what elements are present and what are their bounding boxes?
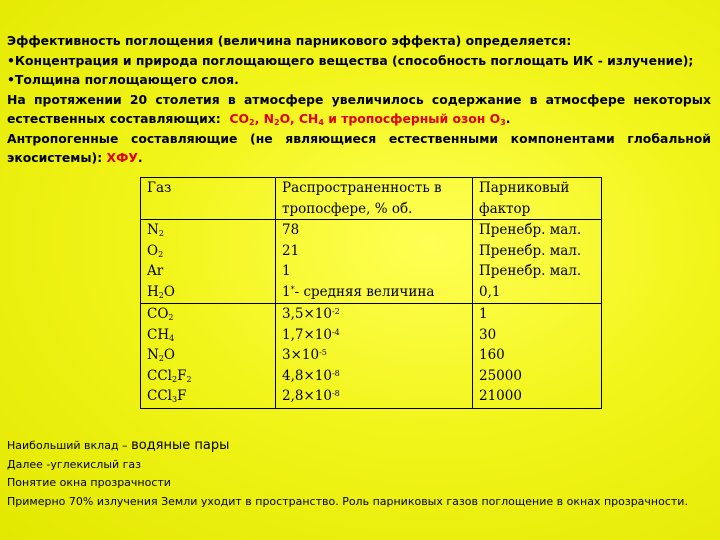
header-gas: Газ <box>141 178 276 220</box>
factor-cell: Пренебр. мал. Пренебр. мал. Пренебр. мал. 0,1 <box>473 220 602 304</box>
intro-bullet: •Концентрация и природа поглощающего вещества (способность поглощать ИК - излучение); <box>7 52 694 68</box>
intro-text-span: Антропогенные составляющие (не являющиеся естественными компонентами глобальной экосистемы): <box>7 130 711 165</box>
header-factor: Парниковый фактор <box>473 178 602 220</box>
table-row-group2 <box>141 304 602 409</box>
note-line: Примерно 70% излучения Земли уходит в пространство. Роль парниковых газов поглощение в окнах прозрачности. <box>7 494 688 508</box>
factor-cell: 1 30 160 25000 21000 <box>473 304 602 409</box>
table-row-group1 <box>141 220 602 304</box>
abundance-cell: 78 21 1 1*- средняя величина <box>276 220 473 304</box>
header-abundance: Распространенность в тропосфере, % об. <box>276 178 473 220</box>
intro-text-span: На протяжении 20 столетия в атмосфере увеличилось содержание в атмосфере некоторых естественных составляющих: <box>7 91 711 126</box>
highlight-cfc: ХФУ <box>106 150 138 165</box>
intro-bullet: •Толщина поглощающего слоя. <box>7 72 239 87</box>
note-line: Понятие окна прозрачности <box>7 476 171 489</box>
intro-paragraph: Антропогенные составляющие (не являющиеся естественными компонентами глобальной экосистемы): ХФУ. <box>7 130 711 165</box>
table-header-row <box>141 178 602 220</box>
note-line: Наибольший вклад – водяные пары <box>7 438 230 453</box>
gas-cell: $N_2$ $O_2$ Ar $H_2O$ <box>141 220 276 304</box>
abundance-cell: $3,5\times 10^{-2}$ $1,7\times 10^{-4}$ $3\times 10^{-5}$ $4,8\times 10^{-8}$ $2,8\times 10^{-8}$ <box>276 304 473 409</box>
intro-paragraph: На протяжении 20 столетия в атмосфере увеличилось содержание в атмосфере некоторых естественных составляющих: $CO_2$, $N_2O$, $CH_4$ и тропосферный озон $O_3$. <box>7 91 711 127</box>
gas-cell: $CO_2$ $CH_4$ $N_2O$ $CCl_2F_2$ CCl$_3$F <box>141 304 276 409</box>
greenhouse-gas-table <box>140 177 602 409</box>
note-line: Далее -углекислый газ <box>7 457 142 471</box>
footer-notes <box>7 437 711 511</box>
intro-text <box>7 31 711 168</box>
intro-line: Эффективность поглощения (величина парникового эффекта) определяется: <box>7 33 572 48</box>
highlight-gases: $CO_2$, $N_2O$, $CH_4$ и тропосферный озон $O_3$ <box>229 111 506 127</box>
